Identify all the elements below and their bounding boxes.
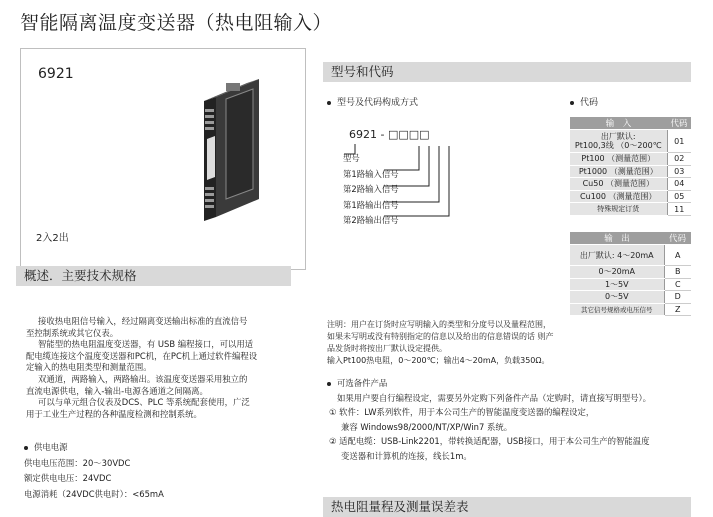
note-line: 注明：用户在订货时应写明输入的类型和分度号以及量程范围， [327, 320, 551, 329]
input-code-table [570, 117, 691, 216]
page-title: 智能隔离温度变送器（热电阻输入） [20, 12, 333, 34]
table-row: 出厂默认: 4～20mA A [570, 245, 691, 266]
pattern-label: 第2路输出信号 [343, 215, 399, 226]
model-code-heading: 型号和代码 [323, 62, 691, 82]
product-channels: 2入2出 [36, 233, 69, 244]
table-row: Pt100 （测量范围） 02 [570, 153, 691, 166]
pattern-label: 第2路输入信号 [343, 184, 399, 195]
table-header: 代码 [664, 232, 691, 245]
accessories-line: ② 适配电缆：USB-Link2201，带转换适配器，USB接口，用于本公司生产的智能温度 [329, 436, 650, 446]
table-row: 0～20mA B [570, 266, 691, 279]
model-pattern-labels [343, 151, 399, 229]
accessories-line: 变送器和计算机的连接，线长1m。 [341, 450, 472, 461]
overview-line: 智能型的热电阻温度变送器，有 USB 编程接口，可以用适 [38, 339, 254, 350]
table-row: 0～5V D [570, 291, 691, 304]
overview-line: 配电缆连接这个温度变送器和PC机，在PC机上通过软件编程设 [26, 350, 258, 361]
overview-line: 双通道，两路输入，两路输出。该温度变送器采用独立的 [38, 373, 248, 384]
bullet-icon [327, 101, 331, 105]
table-header: 代码 [667, 117, 691, 130]
table-row: Cu50 （测量范围） 04 [570, 178, 691, 191]
note-line: 如果未写明或没有特别指定的信息以及给出的信息错误的话 则产 [327, 332, 554, 341]
accessories-line: ① 软件：LW系列软件，用于本公司生产的智能温度变送器的编程设定， [329, 407, 595, 417]
code-subheading: 代码 [570, 98, 598, 110]
overview-line: 可以与单元组合仪表及DCS、PLC 等系统配套使用，广泛 [38, 397, 250, 408]
model-pattern: 6921 - □□□□ [349, 128, 430, 141]
accessories-section [327, 376, 651, 463]
overview-line: 接收热电阻信号输入，经过隔离变送输出标准的直流信号 [38, 316, 248, 326]
table-header: 输 出 [570, 232, 664, 245]
table-header: 输 入 [570, 117, 667, 130]
order-notes [327, 319, 554, 367]
bullet-icon [570, 101, 574, 105]
model-structure-subheading: 型号及代码构成方式 [327, 98, 418, 110]
power-line: 供电电压范围：20～30VDC [24, 457, 131, 468]
pattern-label: 第1路输出信号 [343, 199, 399, 210]
table-row: 1～5V C [570, 278, 691, 291]
overview-text [26, 316, 257, 420]
power-line: 额定供电电压：24VDC [24, 473, 112, 484]
table-row: Cu100 （测量范围） 05 [570, 190, 691, 203]
overview-line: 用于工业生产过程的各种温度检测和控制系统。 [26, 408, 202, 419]
pattern-label: 第1路输入信号 [343, 168, 399, 179]
table-row: 出厂默认: Pt100,3线 （0～200℃ 01 [570, 130, 691, 153]
note-line: 品发货时将按出厂默认设定提供。 [327, 344, 447, 353]
overview-line: 定输入的热电阻类型和测量范围。 [26, 362, 152, 373]
power-section [24, 442, 164, 500]
power-heading: 供电电源 [34, 442, 68, 452]
accessories-heading: 可选备件产品 [337, 378, 388, 388]
table-row: Pt1000 （测量范围） 03 [570, 165, 691, 178]
accessories-line: 如果用户要自行编程设定，需要另外定购下列备件产品（定购时，请直接写明型号）。 [337, 392, 652, 403]
overview-line: 至控制系统或其它仪表。 [26, 327, 119, 338]
table-row: 其它信号规格或电压信号 Z [570, 303, 691, 316]
product-model: 6921 [38, 66, 74, 82]
overview-heading: 概述．主要技术规格 [16, 266, 291, 286]
accessories-line: 兼容 Windows98/2000/NT/XP/Win7 系统。 [341, 421, 513, 432]
bullet-icon [24, 446, 28, 450]
range-error-heading: 热电阻量程及测量误差表 [323, 497, 691, 517]
output-code-table [570, 232, 691, 316]
note-line: 输入Pt100热电阻，0～200℃；输出4～20mA，负载350Ω。 [327, 356, 550, 365]
pattern-label: 型号 [343, 153, 360, 163]
table-row: 特殊规定订货 11 [570, 203, 691, 216]
power-line: 电源消耗（24VDC供电时）：<65mA [24, 488, 164, 499]
overview-line: 直流电源供电，输入-输出-电源各通道之间隔离。 [26, 385, 208, 396]
bullet-icon [327, 382, 331, 386]
